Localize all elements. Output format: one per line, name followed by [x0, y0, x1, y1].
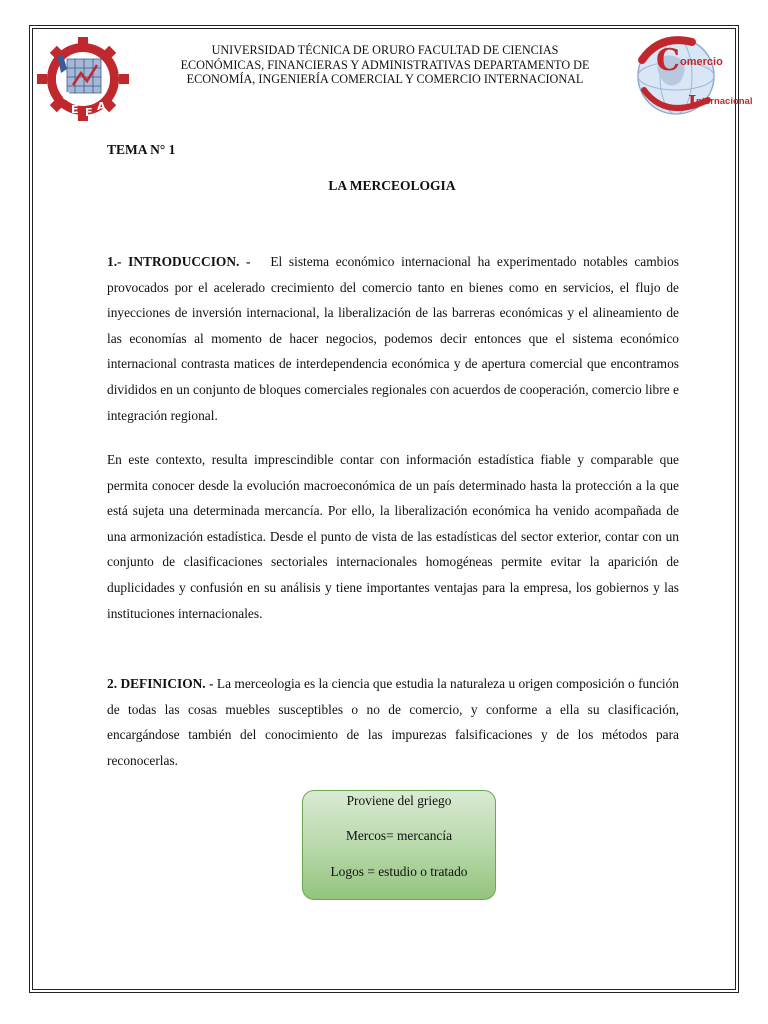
- svg-text:C: C: [656, 43, 680, 78]
- definition-heading: 2. DEFINICION. -: [107, 676, 214, 691]
- fcefa-gear-emblem-icon: [33, 36, 133, 122]
- logo-letter-a: A: [97, 100, 106, 113]
- header-line-3: ECONOMÍA, INGENIERÍA COMERCIAL Y COMERCIO INTERNACIONAL: [186, 72, 584, 86]
- etymology-line-2: Mercos= mercancía: [345, 828, 453, 843]
- header-line-2: ECONÓMICAS, FINANCIERAS Y ADMINISTRATIVAS DEPARTAMENTO DE: [180, 57, 590, 72]
- logo-letter-f2: F: [85, 106, 93, 119]
- header-line-1: UNIVERSIDAD TÉCNICA DE ORURO FACULTAD DE CIENCIAS: [211, 43, 559, 57]
- etymology-line-3: Logos = estudio o tratado: [330, 864, 468, 879]
- logo-letter-c: C: [62, 90, 71, 103]
- document-title: LA MERCEOLOGIA: [328, 178, 456, 193]
- etymology-line-1: Proviene del griego: [346, 793, 452, 808]
- logo-word-comercio: omercio: [680, 56, 723, 68]
- svg-text:I: I: [688, 92, 697, 113]
- etymology-box: [302, 790, 496, 900]
- introduction-heading: 1.- INTRODUCCION. -: [107, 254, 251, 269]
- introduction-paragraph: [107, 249, 679, 428]
- university-header: [150, 43, 620, 87]
- logo-word-internacional: nternacional: [696, 96, 753, 107]
- definition-text: La merceologia es la ciencia que estudia la naturaleza u origen composición o función de todas las cosas muebles susceptibles o no de comercio, y conforme a ella su clasificación, encargándose también del conocimiento de las impurezas falsificaciones y de los métodos para reconocerlas.: [107, 676, 679, 768]
- comercio-internacional-globe-icon: [630, 30, 753, 122]
- logo-letter-f1: F: [55, 73, 63, 86]
- definition-paragraph: [107, 671, 679, 773]
- logo-letter-e: E: [71, 103, 79, 116]
- topic-number: TEMA N° 1: [107, 142, 176, 157]
- introduction-text: El sistema económico internacional ha experimentado notables cambios provocados por el acelerado crecimiento del comercio tanto en bienes como en servicios, el flujo de inyecciones de inversión internacional, la liberalización de las barreras económicas y el alineamiento de las economías al momento de hacer negocios, podemos decir entonces que el sistema económico internacional contrasta matices de interdependencia económica y de apertura comercial que encontramos divididos en un conjunto de bloques comerciales regionales con acuerdos de cooperación, comercio libre e integración regional.: [107, 254, 679, 423]
- context-paragraph: En este contexto, resulta imprescindible contar con información estadística fiable y comparable que permita conocer desde la evolución macroeconómica de un país determinado hasta la protección a la que está sujeta una determinada mercancía. Por ello, la liberalización económica ha venido acompañada de una armonización estadística. Desde el punto de vista de las estadísticas del sector exterior, contar con un conjunto de clasificaciones sectoriales internacionales homogéneas permite evitar la aparición de duplicidades y confusión en su análisis y tiene importantes ventajas para la empresa, los gobiernos y las instituciones internacionales.: [107, 452, 679, 621]
